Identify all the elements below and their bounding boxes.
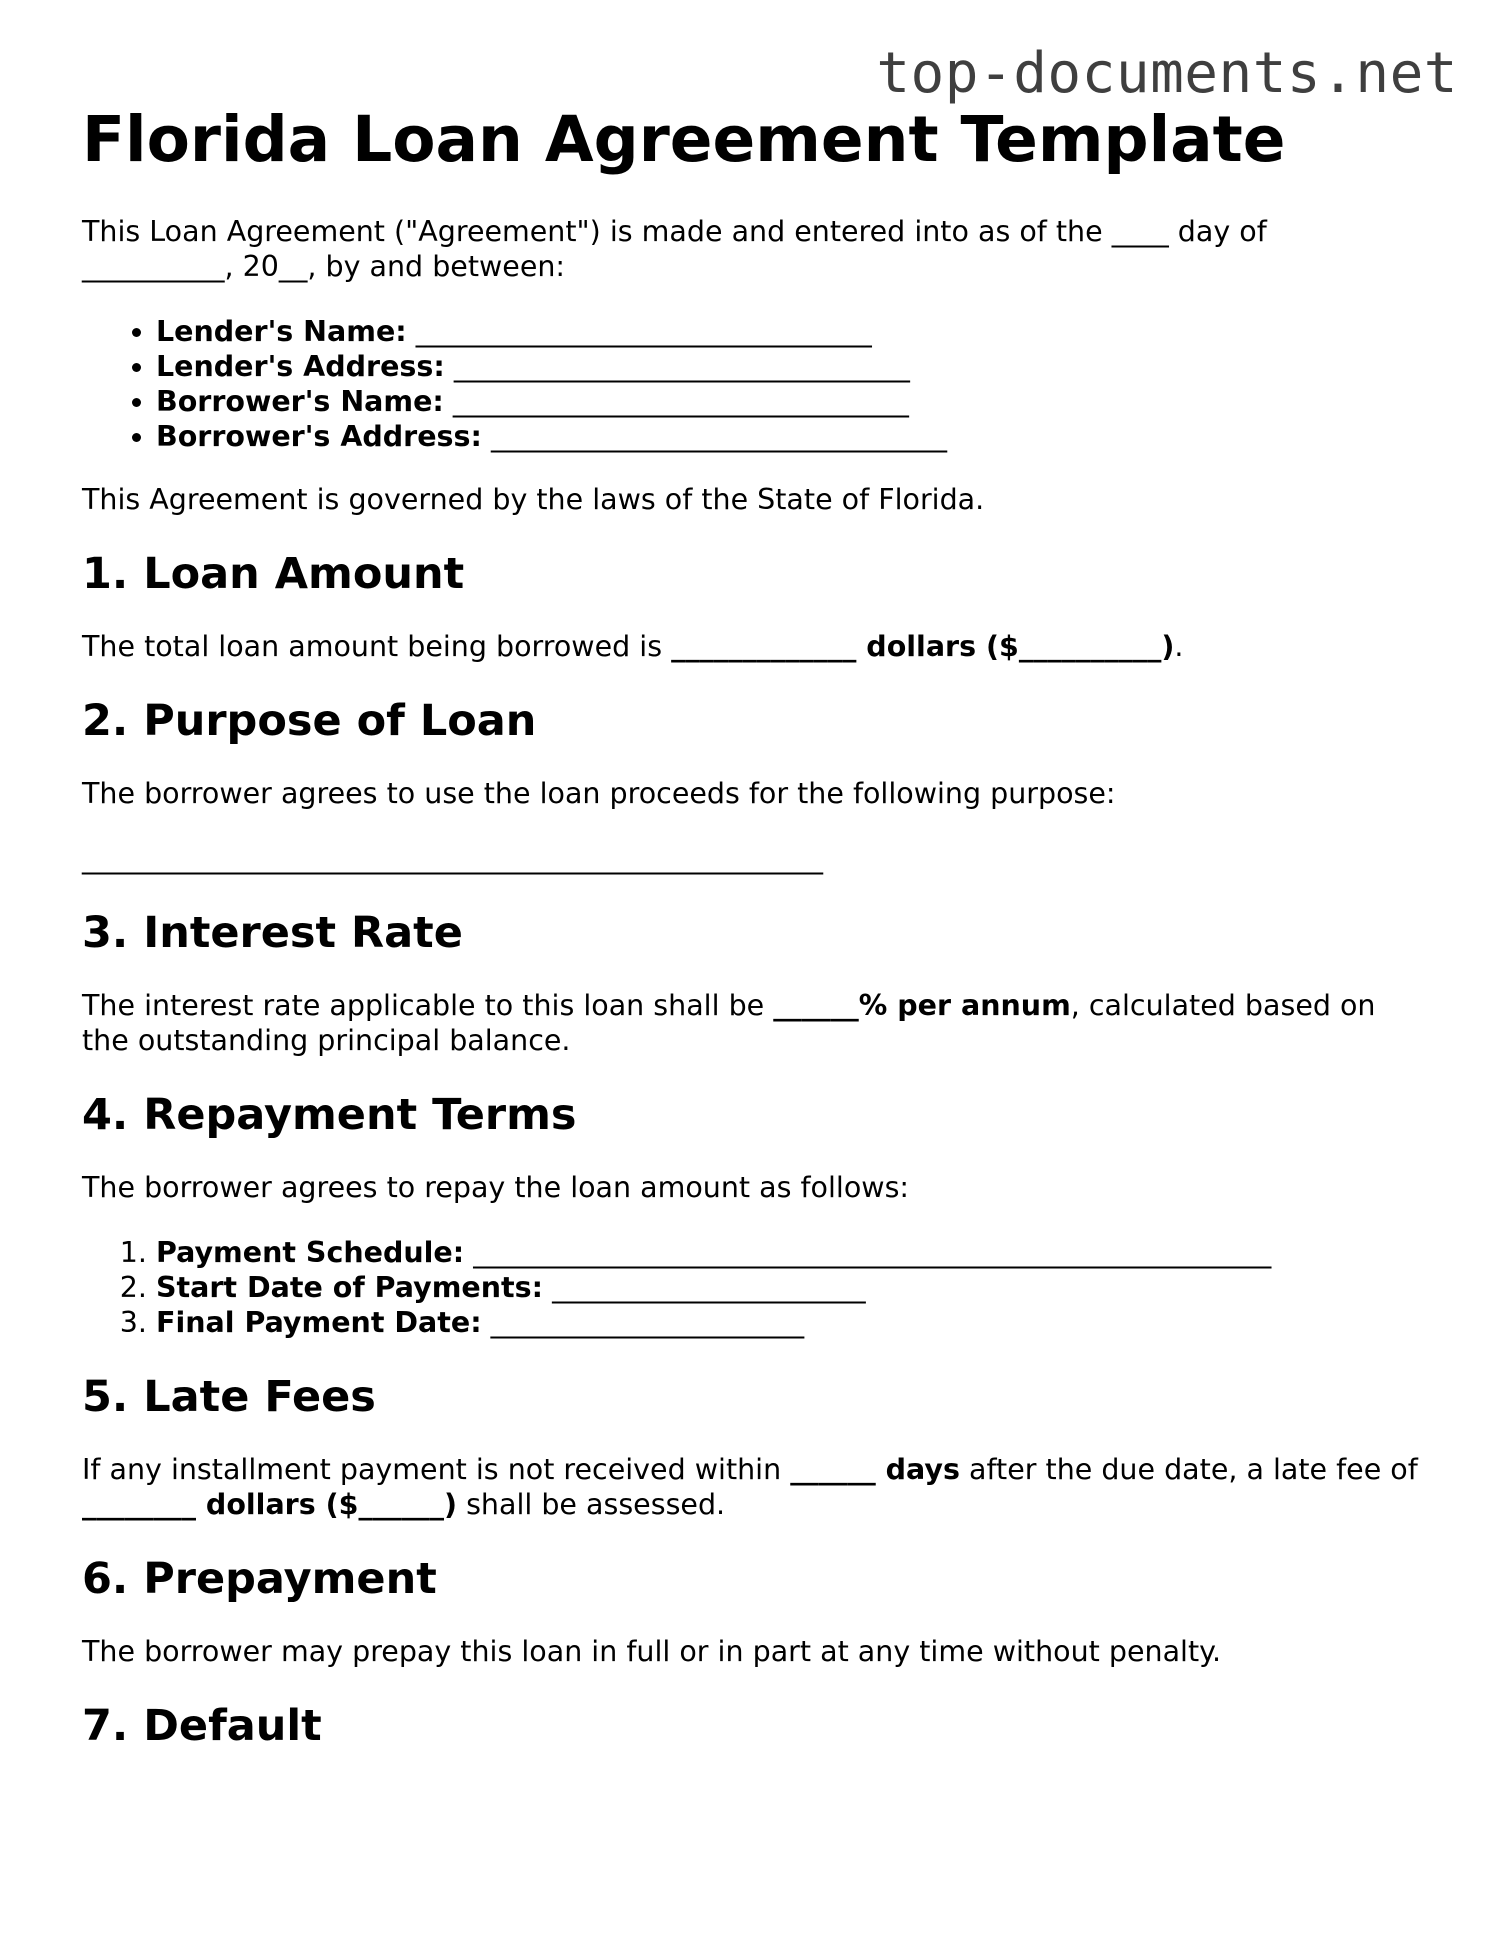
- interest-rate-blank: ______% per annum: [773, 989, 1071, 1022]
- text: , calculated based on the outstanding principal balance.: [82, 989, 1376, 1057]
- repayment-paragraph: The borrower agrees to repay the loan amount as follows:: [82, 1171, 910, 1204]
- list-item: [156, 349, 1422, 384]
- section-heading-repayment: 4. Repayment Terms: [82, 1090, 577, 1140]
- list-item: [156, 314, 1422, 349]
- text: shall be assessed.: [466, 1488, 726, 1521]
- watermark: top-documents.net: [876, 41, 1458, 106]
- text: The interest rate applicable to this loan shall be: [82, 989, 765, 1022]
- fill-blank: ______________________: [490, 1306, 805, 1339]
- late-fee-amount-blank: ________ dollars ($______): [82, 1488, 457, 1521]
- field-label: Start Date of Payments:: [156, 1271, 544, 1304]
- section-heading-interest-rate: 3. Interest Rate: [82, 908, 463, 958]
- text: after the due date, a late fee of: [969, 1453, 1418, 1486]
- governing-law-paragraph: This Agreement is governed by the laws of the State of Florida.: [82, 483, 985, 516]
- section-heading-loan-amount: 1. Loan Amount: [82, 549, 465, 599]
- text: If any installment payment is not received within: [82, 1453, 782, 1486]
- field-label: Lender's Address:: [156, 350, 445, 383]
- loan-amount-paragraph: [82, 629, 1422, 664]
- document-page: [82, 104, 1422, 1752]
- section-heading-default: 7. Default: [82, 1701, 322, 1751]
- section-heading-prepayment: 6. Prepayment: [82, 1554, 437, 1604]
- text: The total loan amount being borrowed is: [82, 630, 663, 663]
- purpose-paragraph: The borrower agrees to use the loan proceeds for the following purpose:: [82, 777, 1116, 810]
- late-days-blank: ______ days: [790, 1453, 960, 1486]
- list-item: [156, 1235, 1422, 1270]
- interest-rate-paragraph: [82, 988, 1422, 1058]
- repayment-list: [82, 1235, 1422, 1340]
- list-item: [156, 1305, 1422, 1340]
- field-label: Lender's Name:: [156, 315, 407, 348]
- list-item: [156, 384, 1422, 419]
- purpose-blank: ____________________________________________________: [82, 842, 823, 875]
- list-item: [156, 419, 1422, 454]
- field-label: Payment Schedule:: [156, 1236, 465, 1269]
- field-label: Final Payment Date:: [156, 1306, 482, 1339]
- prepayment-paragraph: The borrower may prepay this loan in full or in part at any time without penalty.: [82, 1635, 1222, 1668]
- parties-list: [82, 314, 1422, 454]
- list-item: [156, 1270, 1422, 1305]
- field-label: Borrower's Address:: [156, 420, 482, 453]
- fill-blank: ________________________________________________________: [473, 1236, 1272, 1269]
- intro-paragraph: This Loan Agreement ("Agreement") is made and entered into as of the ____ day of __________, 20__, by and between:: [82, 215, 1267, 283]
- document-title: Florida Loan Agreement Template: [82, 103, 1286, 176]
- text: .: [1174, 630, 1184, 663]
- loan-amount-blank: _____________ dollars ($__________): [671, 630, 1175, 663]
- field-label: Borrower's Name:: [156, 385, 444, 418]
- fill-blank: ________________________________: [452, 385, 909, 418]
- fill-blank: ________________________________: [415, 315, 872, 348]
- late-fees-paragraph: [82, 1452, 1422, 1522]
- section-heading-late-fees: 5. Late Fees: [82, 1372, 376, 1422]
- section-heading-purpose: 2. Purpose of Loan: [82, 696, 537, 746]
- fill-blank: ______________________: [552, 1271, 866, 1304]
- fill-blank: ________________________________: [453, 350, 910, 383]
- fill-blank: ________________________________: [490, 420, 947, 453]
